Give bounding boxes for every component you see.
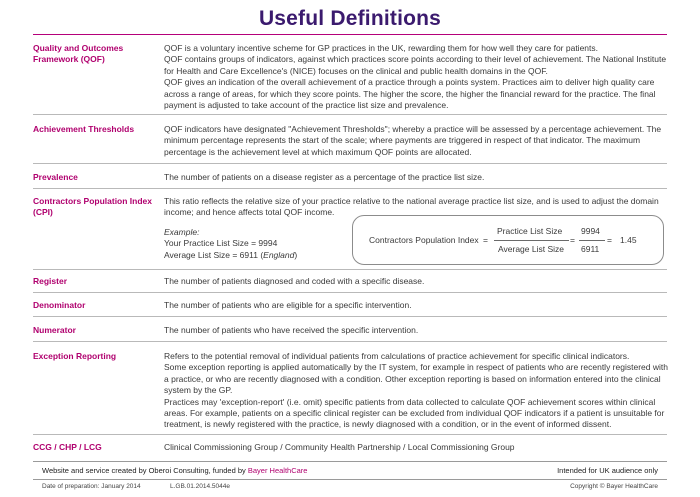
definition-paragraph: Practices may 'exception-report' (i.e. omit) specific patients from data collected to calculate QOF achievement scores within clinical areas. For example, patients on a specific clinical register can be excluded from individual QOF indicators if a patient is unsuitable for treatment, is newly registered with the practice, is newly diagnosed with a condition, or in the event of informed dissent. [164,396,665,430]
row-divider [33,292,667,293]
bayer-link[interactable]: Bayer HealthCare [247,466,308,475]
credit-mid: , funded by [208,466,246,475]
term-achievement-thresholds: Achievement Thresholds [33,124,135,134]
copyright: Copyright © Bayer HealthCare [570,483,658,490]
example-average-prefix: Average List Size = 6911 ( [164,249,264,260]
definition-paragraph: QOF gives an indication of the overall achievement of a practice through a points system. Practices aim to deliver high quality care across a range of areas, for which they score points. The higher the score, the higher the financial reward for the practice. The final payment is adjusted to take account of the practice list size and prevalence. [164,77,656,111]
reference-code: L.GB.01.2014.5044e [170,483,230,490]
formula-numerator-value: 9994 [581,226,600,236]
definition-qof [164,43,668,111]
row-divider [33,434,667,435]
example-average-region: England [263,249,295,260]
term-cpi: Contractors Population Index (CPI) [33,196,153,218]
row-divider [33,163,667,164]
example-heading: Example: [164,227,200,237]
example-line-average [164,250,344,261]
definition-paragraph: The number of patients on a disease register as a percentage of the practice list size. [164,172,485,182]
definition-paragraph: Some exception reporting is applied automatically by the IT system, for example in respect of patients who are recently registered with a practice, or who are recently diagnosed with a condition. Other exception reporting is based on information entered into the clinical system by the GP. [164,362,668,396]
footer-divider [33,461,667,462]
formula-result: 1.45 [620,235,637,245]
fraction-line [579,240,605,241]
definition-paragraph: The number of patients diagnosed and coded with a specific disease. [164,276,425,286]
row-divider [33,341,667,342]
formula-equals: = [570,235,575,245]
definition-register [164,276,668,287]
row-divider [33,114,667,115]
oberoi-link[interactable]: Oberoi Consulting [148,466,209,475]
term-exception-reporting: Exception Reporting [33,351,117,361]
definition-exception-reporting [164,351,668,431]
definition-paragraph: The number of patients who have received the specific intervention. [164,325,419,335]
term-numerator: Numerator [33,325,76,335]
term-register: Register [33,276,68,286]
definition-paragraph: QOF is a voluntary incentive scheme for GP practices in the UK, rewarding them for how well they care for patients. [164,43,599,53]
definition-paragraph: QOF indicators have designated "Achievement Thresholds"; whereby a practice will be assessed by a percentage achievement. The minimum percentage represents the start of the scale; where payments are triggered in respect of that indicator. The maximum percentage is the achievement level at which maximum QOF points are allocated. [164,124,662,157]
credit-prefix: Website and service created by [42,466,147,475]
definition-achievement-thresholds [164,124,668,158]
definition-prevalence [164,172,668,183]
definition-paragraph: Refers to the potential removal of individual patients from calculations of practice achievement for specific clinical indicators. [164,351,630,361]
definition-ccg-chp-lcg [164,442,668,453]
definition-paragraph: Clinical Commissioning Group / Community Health Partnership / Local Commissioning Group [164,442,515,452]
cpi-formula-box [352,215,664,265]
term-ccg-chp-lcg: CCG / CHP / LCG [33,442,102,452]
audience-note: Intended for UK audience only [557,466,658,475]
definition-numerator [164,325,668,336]
formula-denominator-label: Average List Size [498,244,564,254]
page-title: Useful Definitions [258,7,442,30]
date-of-preparation: Date of preparation: January 2014 [42,483,141,490]
definition-paragraph: The number of patients who are eligible for a specific intervention. [164,300,412,310]
formula-equals: = [607,235,612,245]
row-divider [33,316,667,317]
example-average-suffix: ) [294,249,298,260]
formula-equals: = [483,235,488,245]
row-divider [33,188,667,189]
definition-paragraph: QOF contains groups of indicators, against which practices score points according to their level of achievement. The National Institute for Health and Care Excellence's (NICE) focuses on the clinical and public health domains in the QOF. [164,54,667,76]
footer-credit [42,466,307,475]
formula-numerator-label: Practice List Size [497,226,563,236]
fraction-line [494,240,569,241]
formula-denominator-value: 6911 [581,244,600,254]
title-divider [33,34,667,35]
footer-divider [33,479,667,480]
formula-name: Contractors Population Index [369,235,479,245]
definition-paragraph: This ratio reflects the relative size of your practice relative to the national average practice list size, and is used to adjust the domain income; and hence affects total QOF income. [164,196,659,218]
term-qof: Quality and Outcomes Framework (QOF) [33,43,124,65]
definition-denominator [164,300,668,311]
term-prevalence: Prevalence [33,172,78,182]
term-denominator: Denominator [33,300,86,310]
cpi-example [164,227,344,261]
example-line-practice: Your Practice List Size = 9994 [164,238,278,249]
row-divider [33,269,667,270]
